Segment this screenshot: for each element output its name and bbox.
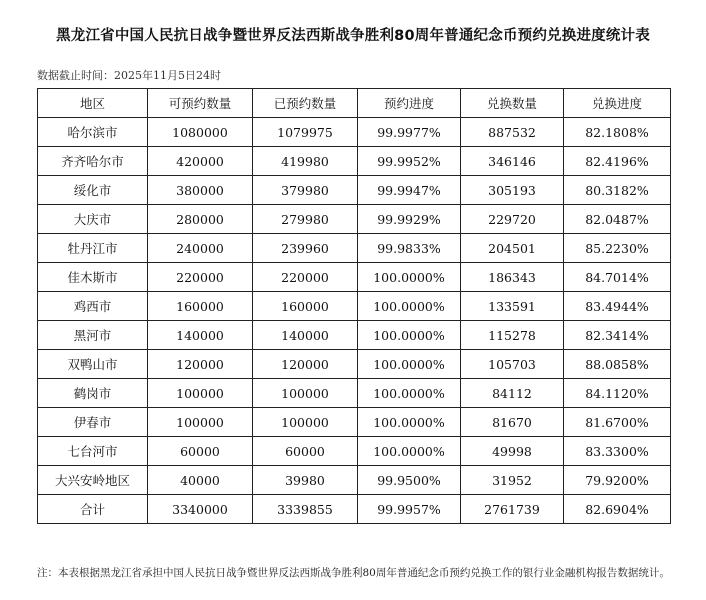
cell-reservation-progress: 99.9500% (358, 466, 461, 495)
cell-available-quantity: 100000 (148, 379, 253, 408)
table-row (38, 408, 671, 437)
cell-available-quantity: 100000 (148, 408, 253, 437)
cell-reservation-progress: 99.9947% (358, 176, 461, 205)
cell-available-quantity: 3340000 (148, 495, 253, 524)
cell-region: 伊春市 (38, 408, 148, 437)
cell-reserved-quantity: 279980 (253, 205, 358, 234)
cell-reservation-progress: 99.9929% (358, 205, 461, 234)
cell-available-quantity: 280000 (148, 205, 253, 234)
table-row (38, 321, 671, 350)
cell-exchanged-quantity: 887532 (461, 118, 564, 147)
cell-region: 哈尔滨市 (38, 118, 148, 147)
cell-reservation-progress: 100.0000% (358, 292, 461, 321)
cell-reserved-quantity: 419980 (253, 147, 358, 176)
cell-reserved-quantity: 3339855 (253, 495, 358, 524)
cell-reserved-quantity: 100000 (253, 379, 358, 408)
cell-region: 佳木斯市 (38, 263, 148, 292)
table-row (38, 263, 671, 292)
cell-reservation-progress: 100.0000% (358, 350, 461, 379)
cell-reserved-quantity: 220000 (253, 263, 358, 292)
page-title: 黑龙江省中国人民抗日战争暨世界反法西斯战争胜利80周年普通纪念币预约兑换进度统计表 (56, 28, 650, 44)
cell-reservation-progress: 99.9977% (358, 118, 461, 147)
cell-region: 黑河市 (38, 321, 148, 350)
cell-reserved-quantity: 1079975 (253, 118, 358, 147)
cell-reservation-progress: 99.9952% (358, 147, 461, 176)
table-row-total (38, 495, 671, 524)
cell-exchange-progress: 83.4944% (564, 292, 671, 321)
cell-reservation-progress: 99.9833% (358, 234, 461, 263)
header-exchanged-quantity: 兑换数量 (461, 89, 564, 118)
cell-reservation-progress: 100.0000% (358, 321, 461, 350)
cell-region: 牡丹江市 (38, 234, 148, 263)
cell-exchange-progress: 88.0858% (564, 350, 671, 379)
header-exchange-progress: 兑换进度 (564, 89, 671, 118)
cell-exchanged-quantity: 81670 (461, 408, 564, 437)
cell-available-quantity: 140000 (148, 321, 253, 350)
header-reserved-quantity: 已预约数量 (253, 89, 358, 118)
cell-reserved-quantity: 379980 (253, 176, 358, 205)
table-row (38, 466, 671, 495)
table-row (38, 234, 671, 263)
cell-exchanged-quantity: 115278 (461, 321, 564, 350)
cell-available-quantity: 160000 (148, 292, 253, 321)
cell-exchange-progress: 85.2230% (564, 234, 671, 263)
cell-exchanged-quantity: 31952 (461, 466, 564, 495)
footnote: 注：本表根据黑龙江省承担中国人民抗日战争暨世界反法西斯战争胜利80周年普通纪念币预约兑换工作的银行业金融机构报告数据统计。 (37, 567, 670, 579)
header-row (38, 89, 671, 118)
cell-exchanged-quantity: 346146 (461, 147, 564, 176)
table-row (38, 437, 671, 466)
cell-region: 鹤岗市 (38, 379, 148, 408)
table-row (38, 118, 671, 147)
statistics-table (37, 88, 671, 524)
cell-reserved-quantity: 39980 (253, 466, 358, 495)
cell-exchanged-quantity: 305193 (461, 176, 564, 205)
cell-exchange-progress: 82.6904% (564, 495, 671, 524)
cell-region: 大庆市 (38, 205, 148, 234)
cell-reservation-progress: 100.0000% (358, 379, 461, 408)
cell-exchange-progress: 82.1808% (564, 118, 671, 147)
table-row (38, 176, 671, 205)
cell-region: 鸡西市 (38, 292, 148, 321)
cell-region: 七台河市 (38, 437, 148, 466)
table-row (38, 147, 671, 176)
cell-exchange-progress: 82.3414% (564, 321, 671, 350)
cell-region: 合计 (38, 495, 148, 524)
table-body (38, 118, 671, 524)
cell-available-quantity: 240000 (148, 234, 253, 263)
cell-reservation-progress: 100.0000% (358, 263, 461, 292)
cell-reserved-quantity: 160000 (253, 292, 358, 321)
cell-exchange-progress: 81.6700% (564, 408, 671, 437)
cell-region: 绥化市 (38, 176, 148, 205)
cell-exchange-progress: 82.0487% (564, 205, 671, 234)
cell-exchanged-quantity: 49998 (461, 437, 564, 466)
cell-available-quantity: 120000 (148, 350, 253, 379)
cell-region: 双鸭山市 (38, 350, 148, 379)
table-row (38, 379, 671, 408)
cell-exchanged-quantity: 204501 (461, 234, 564, 263)
cell-reservation-progress: 100.0000% (358, 437, 461, 466)
cell-available-quantity: 220000 (148, 263, 253, 292)
cell-exchanged-quantity: 84112 (461, 379, 564, 408)
cell-exchange-progress: 84.1120% (564, 379, 671, 408)
cell-reservation-progress: 99.9957% (358, 495, 461, 524)
header-reservation-progress: 预约进度 (358, 89, 461, 118)
table-row (38, 350, 671, 379)
data-cutoff-time: 数据截止时间：2025年11月5日24时 (37, 69, 221, 82)
cell-reserved-quantity: 140000 (253, 321, 358, 350)
cell-exchange-progress: 79.9200% (564, 466, 671, 495)
cell-reserved-quantity: 60000 (253, 437, 358, 466)
cell-available-quantity: 60000 (148, 437, 253, 466)
header-region: 地区 (38, 89, 148, 118)
cell-reserved-quantity: 100000 (253, 408, 358, 437)
cell-exchanged-quantity: 133591 (461, 292, 564, 321)
cell-exchanged-quantity: 186343 (461, 263, 564, 292)
cell-reserved-quantity: 120000 (253, 350, 358, 379)
cell-available-quantity: 1080000 (148, 118, 253, 147)
cell-exchanged-quantity: 229720 (461, 205, 564, 234)
cell-exchanged-quantity: 2761739 (461, 495, 564, 524)
table-row (38, 205, 671, 234)
cell-exchange-progress: 83.3300% (564, 437, 671, 466)
cell-exchange-progress: 84.7014% (564, 263, 671, 292)
header-available-quantity: 可预约数量 (148, 89, 253, 118)
table-row (38, 292, 671, 321)
cell-available-quantity: 40000 (148, 466, 253, 495)
cell-reservation-progress: 100.0000% (358, 408, 461, 437)
cell-exchanged-quantity: 105703 (461, 350, 564, 379)
cell-reserved-quantity: 239960 (253, 234, 358, 263)
cell-region: 大兴安岭地区 (38, 466, 148, 495)
table-header (38, 89, 671, 118)
cell-exchange-progress: 80.3182% (564, 176, 671, 205)
cell-exchange-progress: 82.4196% (564, 147, 671, 176)
cell-available-quantity: 420000 (148, 147, 253, 176)
cell-region: 齐齐哈尔市 (38, 147, 148, 176)
cell-available-quantity: 380000 (148, 176, 253, 205)
